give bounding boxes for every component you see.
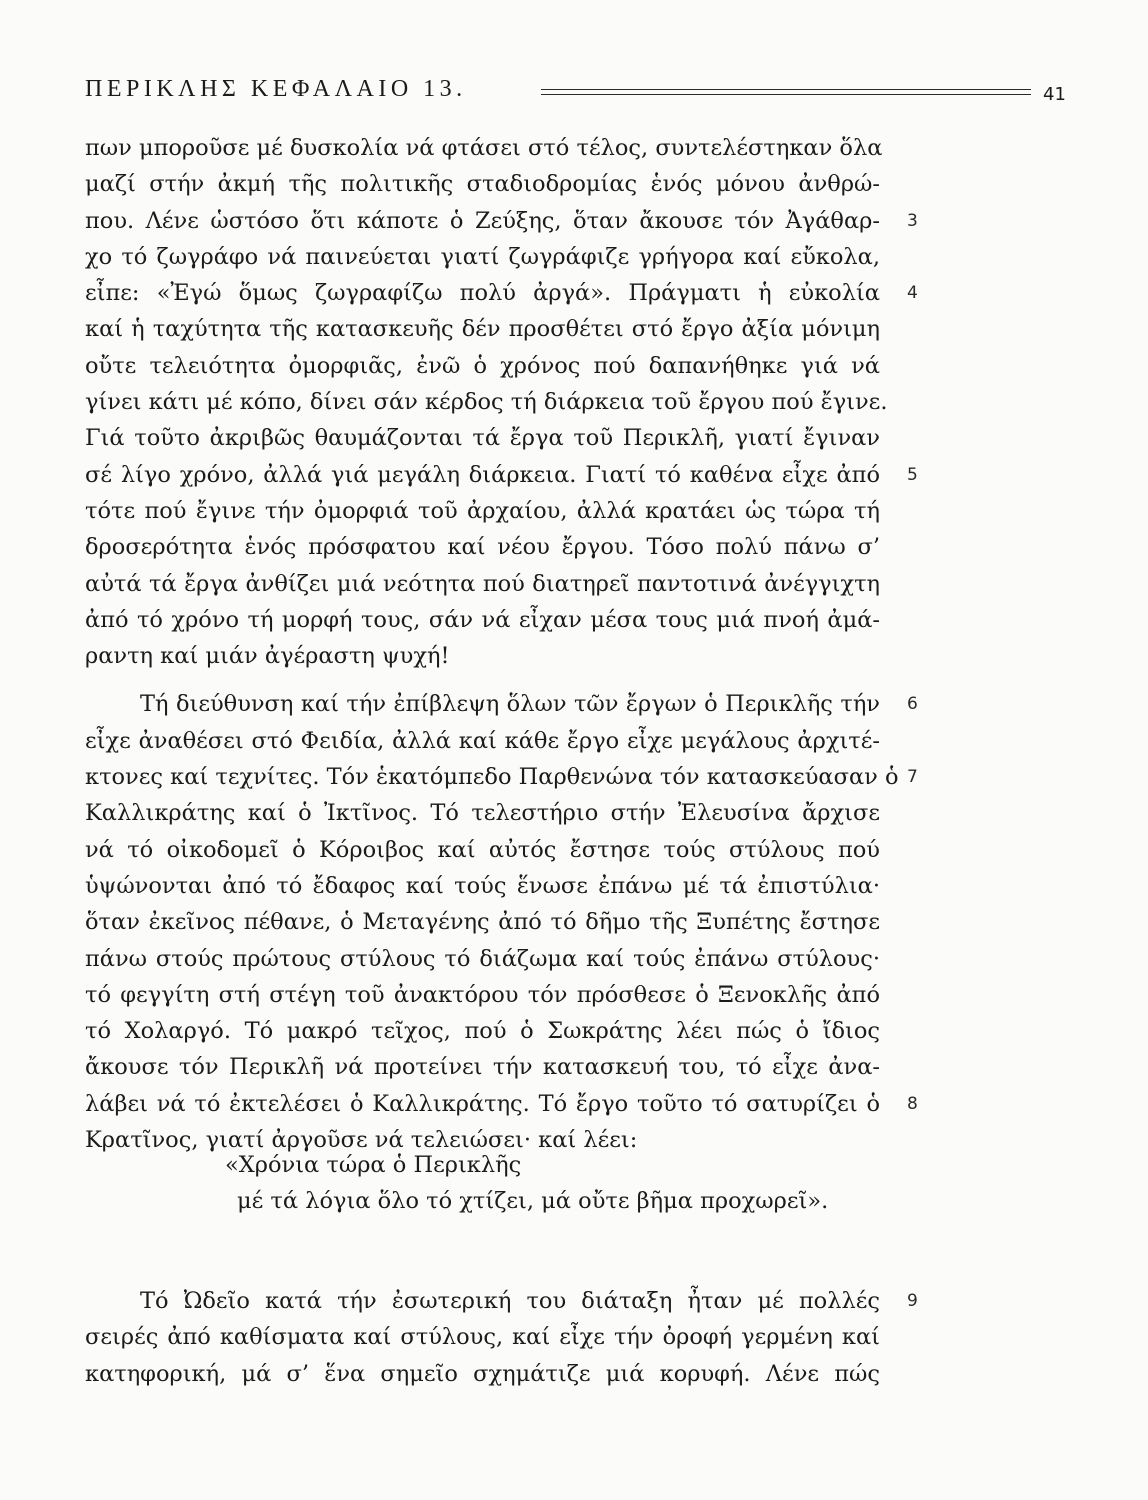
text-line: Γιά τοῦτο ἀκριβῶς θαυμάζονται τά ἔργα τοῦ Περικλῆ, γιατί ἔγιναν (85, 425, 880, 452)
text-line: αὐτά τά ἔργα ἀνθίζει μιά νεότητα πού διατηρεῖ παντοτινά ἀνέγγιχτη (85, 570, 880, 597)
text-line: ὑψώνονται ἀπό τό ἔδαφος καί τούς ἕνωσε ἐπάνω μέ τά ἐπιστύλια· (85, 872, 880, 899)
text-line: οὔτε τελειότητα ὀμορφιᾶς, ἐνῶ ὁ χρόνος πού δαπανήθηκε γιά νά (85, 352, 880, 379)
text-line: χο τό ζωγράφο νά παινεύεται γιατί ζωγράφιζε γρήγορα καί εὔκολα, (85, 243, 880, 270)
text-line: τό Χολαργό. Τό μακρό τεῖχος, πού ὁ Σωκράτης λέει πώς ὁ ἴδιος (85, 1018, 880, 1045)
margin-number: 3 (907, 210, 918, 231)
text-line: γίνει κάτι μέ κόπο, δίνει σάν κέρδος τή διάρκεια τοῦ ἔργου πού ἔγινε. (85, 389, 888, 416)
text-line: εἶπε: «Ἐγώ ὅμως ζωγραφίζω πολύ ἀργά». Πράγματι ἡ εὐκολία 4 (85, 275, 880, 311)
header-rule (541, 89, 1031, 95)
text-line: ἀπό τό χρόνο τή μορφή τους, σάν νά εἶχαν μέσα τους μιά πνοή ἀμά- (85, 606, 880, 633)
verse-quote (225, 1147, 885, 1220)
page-number: 41 (1043, 84, 1066, 105)
text-line: καί ἡ ταχύτητα τῆς κατασκευῆς δέν προσθέτει στό ἔργο ἀξία μόνιμη (85, 316, 880, 343)
quote-line: «Χρόνια τώρα ὁ Περικλῆς (225, 1152, 522, 1178)
margin-number: 7 (907, 767, 918, 788)
margin-number: 4 (907, 283, 918, 304)
text-line: πων μποροῦσε μέ δυσκολία νά φτάσει στό τέλος, συντελέστηκαν ὅλα (85, 135, 883, 161)
text-line: ραντη καί μιάν ἀγέραστη ψυχή! (85, 643, 450, 670)
quote-line: μέ τά λόγια ὅλο τό χτίζει, μά οὔτε βῆμα προχωρεῖ». (237, 1188, 829, 1215)
paragraph-gap (85, 674, 880, 686)
text-line: τό φεγγίτη στή στέγη τοῦ ἀνακτόρου τόν πρόσθεσε ὁ Ξενοκλῆς ἀπό (85, 981, 880, 1008)
text-line: λάβει νά τό ἐκτελέσει ὁ Καλλικράτης. Τό ἔργο τοῦτο τό σατυρίζει ὁ 8 (85, 1086, 880, 1122)
main-text (85, 130, 918, 1158)
text-line: ἄκουσε τόν Περικλῆ νά προτείνει τήν κατασκευή του, τό εἶχε ἀνα- (85, 1054, 880, 1081)
text-line: Τό Ὠδεῖο κατά τήν ἐσωτερική του διάταξη ἦταν μέ πολλές 9 (85, 1283, 880, 1319)
margin-number: 5 (907, 464, 918, 485)
text-line: Κρατῖνος, γιατί ἀργοῦσε νά τελειώσει· καί λέει: (85, 1127, 638, 1154)
text-line: εἶχε ἀναθέσει στό Φειδία, ἀλλά καί κάθε ἔργο εἶχε μεγάλους ἀρχιτέ- (85, 727, 880, 754)
text-line: μαζί στήν ἀκμή τῆς πολιτικῆς σταδιοδρομίας ἑνός μόνου ἀνθρώ- (85, 171, 880, 198)
text-line: νά τό οἰκοδομεῖ ὁ Κόροιβος καί αὐτός ἔστησε τούς στύλους πού (85, 836, 880, 863)
margin-number: 8 (907, 1093, 918, 1114)
final-paragraph (85, 1283, 918, 1392)
text-line: που. Λένε ὡστόσο ὅτι κάποτε ὁ Ζεύξης, ὅταν ἄκουσε τόν Ἀγάθαρ- 3 (85, 203, 880, 239)
text-line: ὅταν ἐκεῖνος πέθανε, ὁ Μεταγένης ἀπό τό δῆμο τῆς Ξυπέτης ἔστησε (85, 909, 880, 936)
text-line: κτονες καί τεχνίτες. Τόν ἑκατόμπεδο Παρθενώνα τόν κατασκεύασαν ὁ 7 (85, 759, 880, 795)
margin-number: 6 (907, 694, 918, 715)
text-line: δροσερότητα ἑνός πρόσφατου καί νέου ἔργου. Τόσο πολύ πάνω σ’ (85, 534, 880, 561)
text-line: Τή διεύθυνση καί τήν ἐπίβλεψη ὅλων τῶν ἔργων ὁ Περικλῆς τήν 6 (85, 686, 880, 722)
text-line: κατηφορική, μά σ’ ἕνα σημεῖο σχημάτιζε μιά κορυφή. Λένε πώς (85, 1360, 880, 1387)
text-line: Καλλικράτης καί ὁ Ἰκτῖνος. Τό τελεστήριο στήν Ἐλευσίνα ἄρχισε (85, 800, 880, 827)
text-line: πάνω στούς πρώτους στύλους τό διάζωμα καί τούς ἐπάνω στύλους· (85, 945, 880, 972)
text-line: τότε πού ἔγινε τήν ὀμορφιά τοῦ ἀρχαίου, ἀλλά κρατάει ὡς τώρα τή (85, 497, 880, 524)
running-title: ΠΕΡΙΚΛΗΣ ΚΕΦΑΛΑΙΟ 13. (85, 76, 467, 102)
margin-number: 9 (907, 1291, 918, 1311)
text-line: σειρές ἀπό καθίσματα καί στύλους, καί εἶχε τήν ὀροφή γερμένη καί (85, 1324, 880, 1351)
text-line: σέ λίγο χρόνο, ἀλλά γιά μεγάλη διάρκεια. Γιατί τό καθένα εἶχε ἀπό 5 (85, 457, 880, 493)
page-header (85, 76, 1080, 116)
